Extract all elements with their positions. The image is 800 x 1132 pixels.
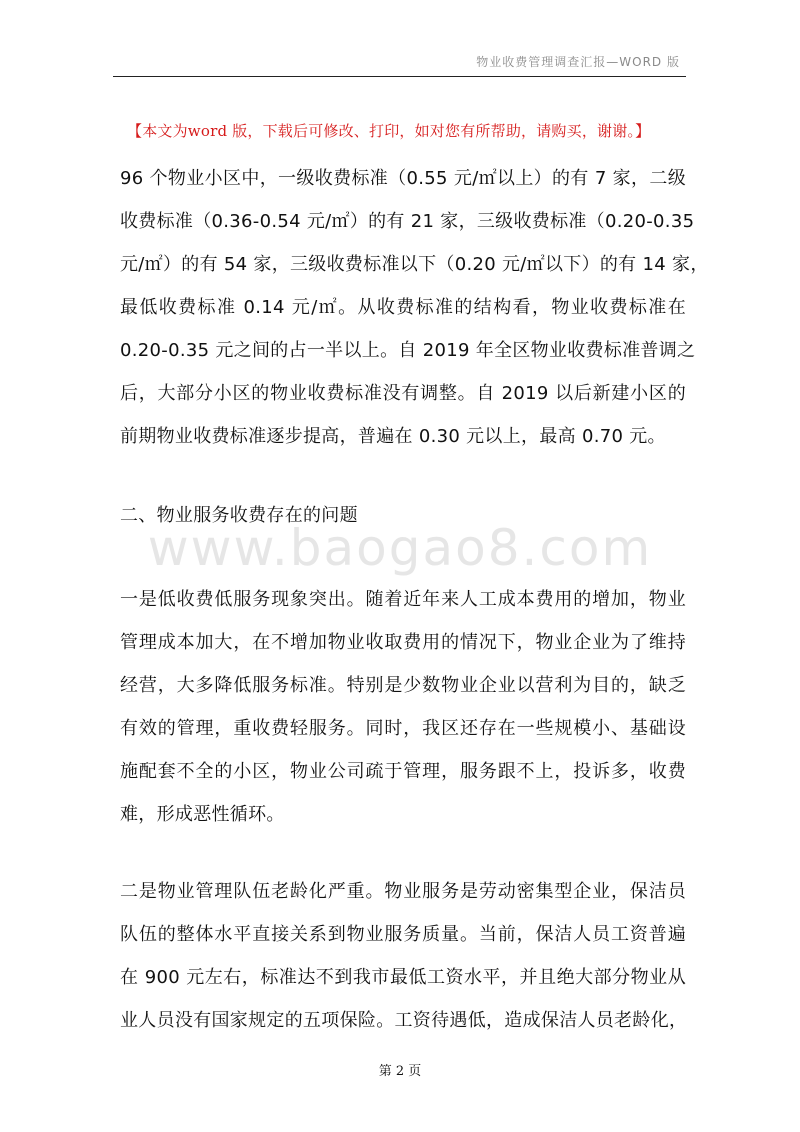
purchase-notice: 【本文为word 版，下载后可修改、打印，如对您有所帮助，请购买，谢谢。】 [127,122,651,140]
paragraph-low-fee-issue [120,578,686,836]
header-divider [113,76,686,77]
text-line: 在 900 元左右，标准达不到我市最低工资水平，并且绝大部分物业从 [120,967,686,988]
running-header: 物业收费管理调查汇报—WORD 版 [476,55,680,69]
page-number: 第 2 页 [378,1064,422,1079]
text-line: 后，大部分小区的物业收费标准没有调整。自 2019 以后新建小区的 [120,383,686,404]
text-line: 管理成本加大，在不增加物业收取费用的情况下，物业企业为了维持 [120,632,686,653]
heading-line: 二、物业服务收费存在的问题 [120,505,358,526]
text-line: 最低收费标准 0.14 元/㎡。从收费标准的结构看，物业收费标准在 [120,297,686,318]
text-line: 业人员没有国家规定的五项保险。工资待遇低，造成保洁人员老龄化， [120,1010,688,1031]
text-line: 96 个物业小区中，一级收费标准（0.55 元/㎡以上）的有 7 家，二级 [120,168,686,189]
text-line: 难，形成恶性循环。 [120,804,285,825]
text-line: 队伍的整体水平直接关系到物业服务质量。当前，保洁人员工资普遍 [120,924,686,945]
text-line: 0.20-0.35 元之间的占一半以上。自 2019 年全区物业收费标准普调之 [120,340,696,361]
text-line: 前期物业收费标准逐步提高，普遍在 0.30 元以上，最高 0.70 元。 [120,426,666,447]
paragraph-aging-staff-issue [120,870,686,1042]
text-line: 施配套不全的小区，物业公司疏于管理，服务跟不上，投诉多，收费 [120,761,686,782]
watermark: www.baogao8.com [147,519,653,577]
paragraph-fee-standards [120,157,709,458]
text-line: 一是低收费低服务现象突出。随着近年来人工成本费用的增加，物业 [120,589,686,610]
text-line: 元/㎡）的有 54 家，三级收费标准以下（0.20 元/㎡以下）的有 14 家， [120,254,709,275]
text-line: 经营，大多降低服务标准。特别是少数物业企业以营利为目的，缺乏 [120,675,686,696]
text-line: 收费标准（0.36-0.54 元/㎡）的有 21 家，三级收费标准（0.20-0.35 [120,211,695,232]
text-line: 有效的管理，重收费轻服务。同时，我区还存在一些规模小、基础设 [120,718,686,739]
text-line: 二是物业管理队伍老龄化严重。物业服务是劳动密集型企业，保洁员 [120,881,686,902]
